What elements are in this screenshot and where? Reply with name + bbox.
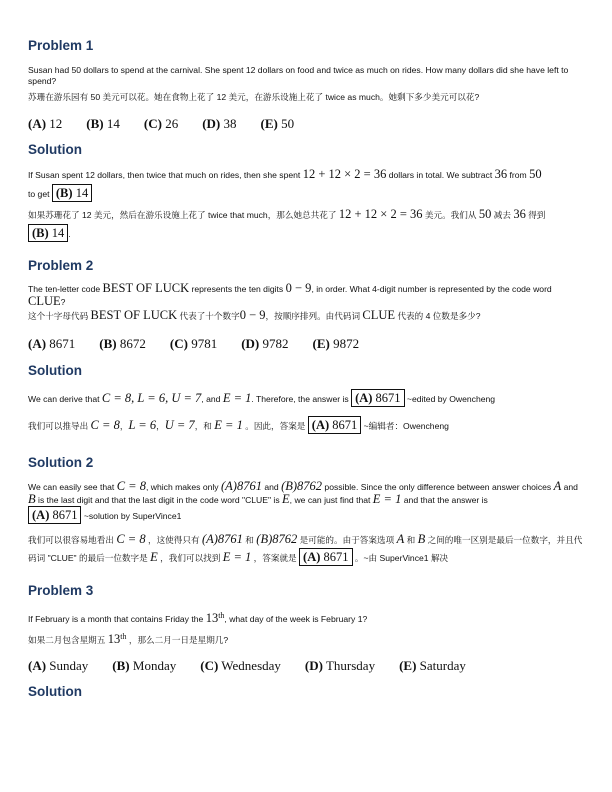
choice-e: (E) 9872 <box>312 336 360 351</box>
choice-d: (D) 38 <box>202 116 237 131</box>
problem-2-solution-2-en: We can easily see that C = 8, which makes only (A)8761 and (B)8762 possible. Since the only difference between answer choices A and B is the last digit and that the last digit in the code word "CLUE" is E, we can just find that E = 1 and that the answer is (A) 8671 ~solution by SuperVince1 <box>28 479 578 522</box>
answer-box-2-zh: (A) 8671 <box>299 548 352 566</box>
problem-3-choices <box>28 658 490 674</box>
choice-a: (A) 8671 <box>28 336 76 351</box>
problem-2-title: Problem 2 <box>28 258 94 273</box>
problem-2-choices <box>28 336 383 352</box>
problem-1-solution-en: If Susan spent 12 dollars, then twice that much on rides, then she spent 12 + 12 × 2 = 36 dollars in total. We subtract 36 from 50 to get (B) 14 <box>28 167 542 200</box>
problem-3-text-en: If February is a month that contains Friday the 13th, what day of the week is February 1? <box>28 610 368 625</box>
choice-b: (B) Monday <box>112 658 177 673</box>
problem-2-solution-title: Solution <box>28 363 82 378</box>
problem-2-text-zh: 这个十字母代码 BEST OF LUCK 代表了十个数字0 − 9，按顺序排列。由代码词 CLUE 代表的 4 位数是多少? <box>28 308 481 322</box>
answer-box-2: (A) 8671 <box>28 506 81 524</box>
choice-e: (E) Saturday <box>399 658 466 673</box>
problem-1-text-en: Susan had 50 dollars to spend at the carnival. She spent 12 dollars on food and twice as much on rides. How many dollars did she have left to spend? <box>28 65 569 86</box>
answer-box: (B) 14 <box>52 184 92 202</box>
choice-d: (D) Thursday <box>304 658 376 673</box>
choice-c: (C) Wednesday <box>200 658 281 673</box>
answer-box: (A) 8671 <box>351 389 404 407</box>
problem-2-solution-1-en: We can derive that C = 8, L = 6, U = 7, and E = 1. Therefore, the answer is (A) 8671 ~edited by Owencheng <box>28 391 496 405</box>
choice-a: (A) Sunday <box>28 658 89 673</box>
answer-box-zh: (A) 8671 <box>308 416 361 434</box>
problem-2-text-en: The ten-letter code BEST OF LUCK represents the ten digits 0 − 9, in order. What 4-digit number is represented by the code word CLUE? <box>28 281 552 308</box>
choice-a: (A) 12 <box>28 116 63 131</box>
problem-2-solution-2-title: Solution 2 <box>28 455 94 470</box>
problem-3-title: Problem 3 <box>28 583 94 598</box>
choice-c: (C) 9781 <box>169 336 218 351</box>
choice-b: (B) 14 <box>86 116 120 131</box>
problem-2-solution-2-zh: 我们可以很容易地看出 C = 8 ，这使得只有 (A)8761 和 (B)8762 是可能的。由于答案选项 A 和 B 之间的唯一区别是最后一位数字，并且代码词 "CLUE" 的最后一位数字是 E ，我们可以找到 E = 1 ，答案就是 (A) 8671 。~由 SuperVince1 解决 <box>28 532 583 564</box>
problem-1-solution-zh: 如果苏珊花了 12 美元，然后在游乐设施上花了 twice that much，那么她总共花了 12 + 12 × 2 = 36 美元。我们从 50 减去 36 得到 (B) 14 . <box>28 207 546 240</box>
problem-2-solution-1-zh: 我们可以推导出 C = 8，L = 6，U = 7，和 E = 1 。因此，答案是 (A) 8671 ~编辑者：Owencheng <box>28 418 449 432</box>
choice-c: (C) 26 <box>143 116 179 131</box>
problem-1-text-zh: 苏珊在游乐园有 50 美元可以花。她在食物上花了 12 美元，在游乐设施上花了 twice as much。她剩下多少美元可以花? <box>28 92 480 102</box>
problem-1-choices <box>28 116 318 132</box>
problem-1-title: Problem 1 <box>28 38 94 53</box>
choice-d: (D) 9782 <box>241 336 289 351</box>
answer-box-zh: (B) 14 <box>28 224 68 242</box>
choice-e: (E) 50 <box>260 116 295 131</box>
choice-b: (B) 8672 <box>99 336 146 351</box>
problem-3-solution-title: Solution <box>28 684 82 699</box>
problem-1-solution-title: Solution <box>28 142 82 157</box>
problem-3-text-zh: 如果二月包含星期五 13th ，那么二月一日是星期几? <box>28 631 229 646</box>
